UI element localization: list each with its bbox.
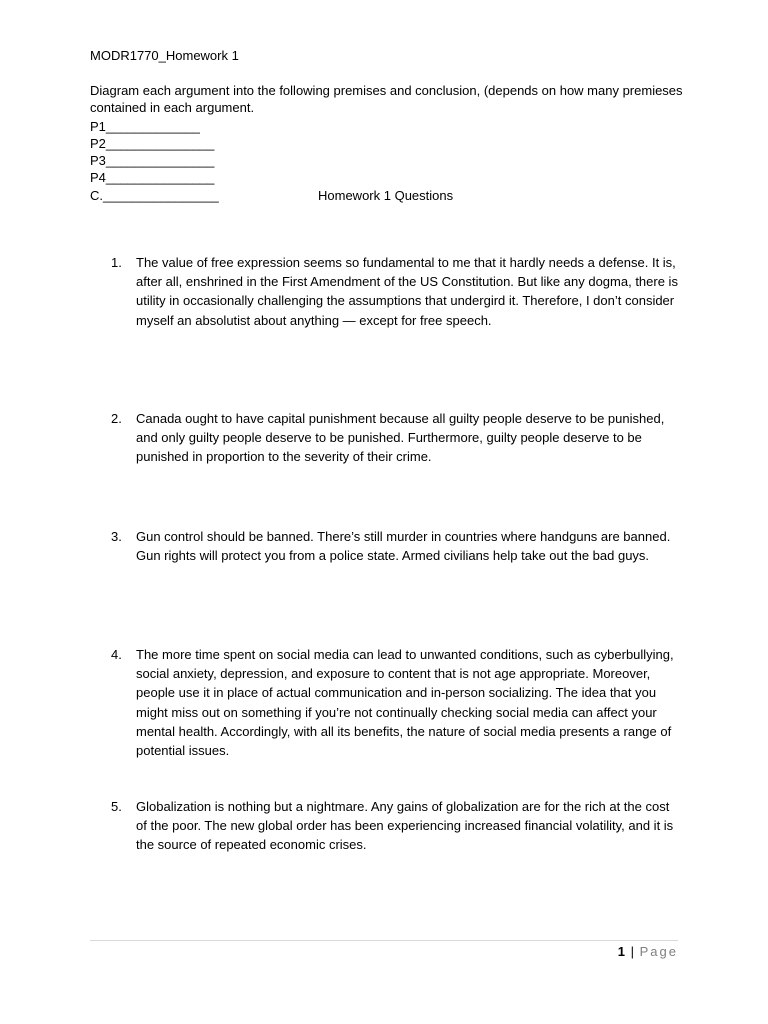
conclusion-line: C.________________: [90, 188, 219, 203]
premise-line-p2: P2_______________: [90, 136, 215, 151]
question-number: 5.: [111, 799, 122, 814]
document-title: MODR1770_Homework 1: [90, 48, 239, 63]
premise-line-p3: P3_______________: [90, 153, 215, 168]
question-number: 3.: [111, 529, 122, 544]
question-number: 1.: [111, 255, 122, 270]
question-item: [111, 253, 681, 330]
premise-line-p4: P4_______________: [90, 170, 215, 185]
section-heading: Homework 1 Questions: [318, 188, 454, 203]
question-text: Gun control should be banned. There’s still murder in countries where handguns are banned. Gun rights will protect you from a police state. Armed civilians help take out the bad guys.: [136, 529, 671, 564]
page-separator: |: [630, 944, 634, 959]
question-text: Canada ought to have capital punishment because all guilty people deserve to be punished, and only guilty people deserve to be punished. Furthermore, guilty people deserve to be punished in proportion to the severity of their crime.: [136, 411, 665, 465]
footer-divider: [90, 940, 678, 941]
question-number: 4.: [111, 647, 122, 662]
premise-line-p1: P1_____________: [90, 119, 200, 134]
page-footer: [618, 943, 678, 960]
question-text: The value of free expression seems so fundamental to me that it hardly needs a defense. It is, after all, enshrined in the First Amendment of the US Constitution. But like any dogma, there is utility in occasionally challenging the assumptions that undergird it. Therefore, I don’t consider myself an absolutist about anything — except for free speech.: [136, 255, 678, 328]
instructions-text: Diagram each argument into the following premises and conclusion, (depends on how many premieses contained in each argument.: [90, 83, 683, 116]
question-text: Globalization is nothing but a nightmare. Any gains of globalization are for the rich at the cost of the poor. The new global order has been experiencing increased financial volatility, and it is the source of repeated economic crises.: [136, 799, 674, 853]
question-text: The more time spent on social media can lead to unwanted conditions, such as cyberbullying, social anxiety, depression, and exposure to content that is not age appropriate. Moreover, people use it in place of actual communication and in-person socializing. The idea that you might miss out on something if you’re not continually checking social media can affect your mental health. Accordingly, with all its benefits, the nature of social media presents a range of potential issues.: [136, 647, 674, 759]
page-label: Page: [639, 944, 678, 959]
question-number: 2.: [111, 411, 122, 426]
question-item: [111, 527, 681, 565]
question-item: [111, 645, 681, 760]
page-number: 1: [617, 944, 625, 959]
question-item: [111, 409, 681, 467]
question-item: [111, 797, 681, 855]
